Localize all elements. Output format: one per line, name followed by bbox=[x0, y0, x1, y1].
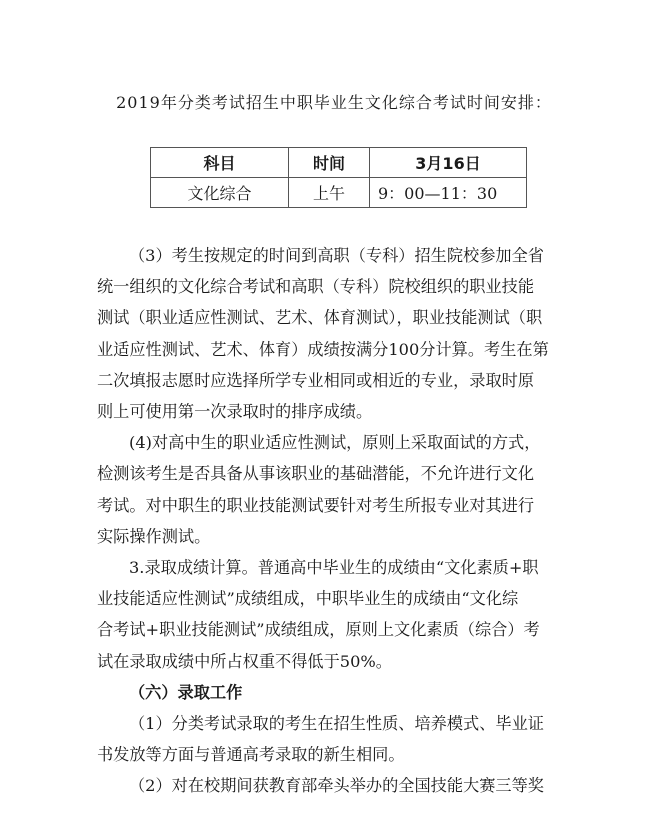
text-line: （1）分类考试录取的考生在招生性质、培养模式、毕业证 bbox=[129, 714, 544, 733]
table-row bbox=[151, 178, 527, 208]
table-header-row bbox=[151, 148, 527, 178]
text-line: 书发放等方面与普通高考录取的新生相同。 bbox=[97, 745, 405, 765]
header-date: 3月16日 bbox=[370, 148, 527, 178]
schedule-table bbox=[150, 147, 527, 208]
text-line: 检测该考生是否具备从事该职业的基础潜能，不允许进行文化 bbox=[97, 464, 535, 484]
section-heading: （六）录取工作 bbox=[129, 682, 243, 702]
text-line: (4)对高中生的职业适应性测试，原则上采取面试的方式， bbox=[129, 433, 541, 453]
header-subject: 科目 bbox=[151, 148, 289, 178]
text-line: 试在录取成绩中所占权重不得低于50%。 bbox=[97, 651, 392, 671]
header-time: 时间 bbox=[289, 148, 370, 178]
cell-subject: 文化综合 bbox=[151, 178, 289, 208]
text-line: 业技能适应性测试”成绩组成，中职毕业生的成绩由“文化综 bbox=[97, 589, 519, 609]
text-line: 测试（职业适应性测试、艺术、体育测试），职业技能测试（职 bbox=[97, 308, 543, 328]
text-line: （3）考生按规定的时间到高职（专科）招生院校参加全省 bbox=[129, 246, 544, 265]
text-line: 统一组织的文化综合考试和高职（专科）院校组织的职业技能 bbox=[97, 277, 535, 297]
cell-time: 上午 bbox=[289, 178, 370, 208]
text-line: 则上可使用第一次录取时的排序成绩。 bbox=[97, 402, 373, 421]
text-line: 实际操作测试。 bbox=[97, 526, 211, 546]
text-line: 业适应性测试、艺术、体育）成绩按满分100分计算。考生在第 bbox=[97, 339, 549, 359]
text-line: 考试。对中职生的职业技能测试要针对考生所报专业对其进行 bbox=[97, 495, 535, 515]
text-line: 合考试+职业技能测试”成绩组成，原则上文化素质（综合）考 bbox=[97, 620, 540, 640]
document-title: 2019年分类考试招生中职毕业生文化综合考试时间安排： bbox=[116, 93, 552, 112]
text-line: 3.录取成绩计算。普通高中毕业生的成绩由“文化素质+职 bbox=[129, 558, 539, 577]
cell-date: 9：00—11：30 bbox=[370, 178, 527, 208]
text-line: （2）对在校期间获教育部牵头举办的全国技能大赛三等奖 bbox=[129, 776, 544, 796]
text-line: 二次填报志愿时应选择所学专业相同或相近的专业，录取时原 bbox=[97, 370, 535, 390]
